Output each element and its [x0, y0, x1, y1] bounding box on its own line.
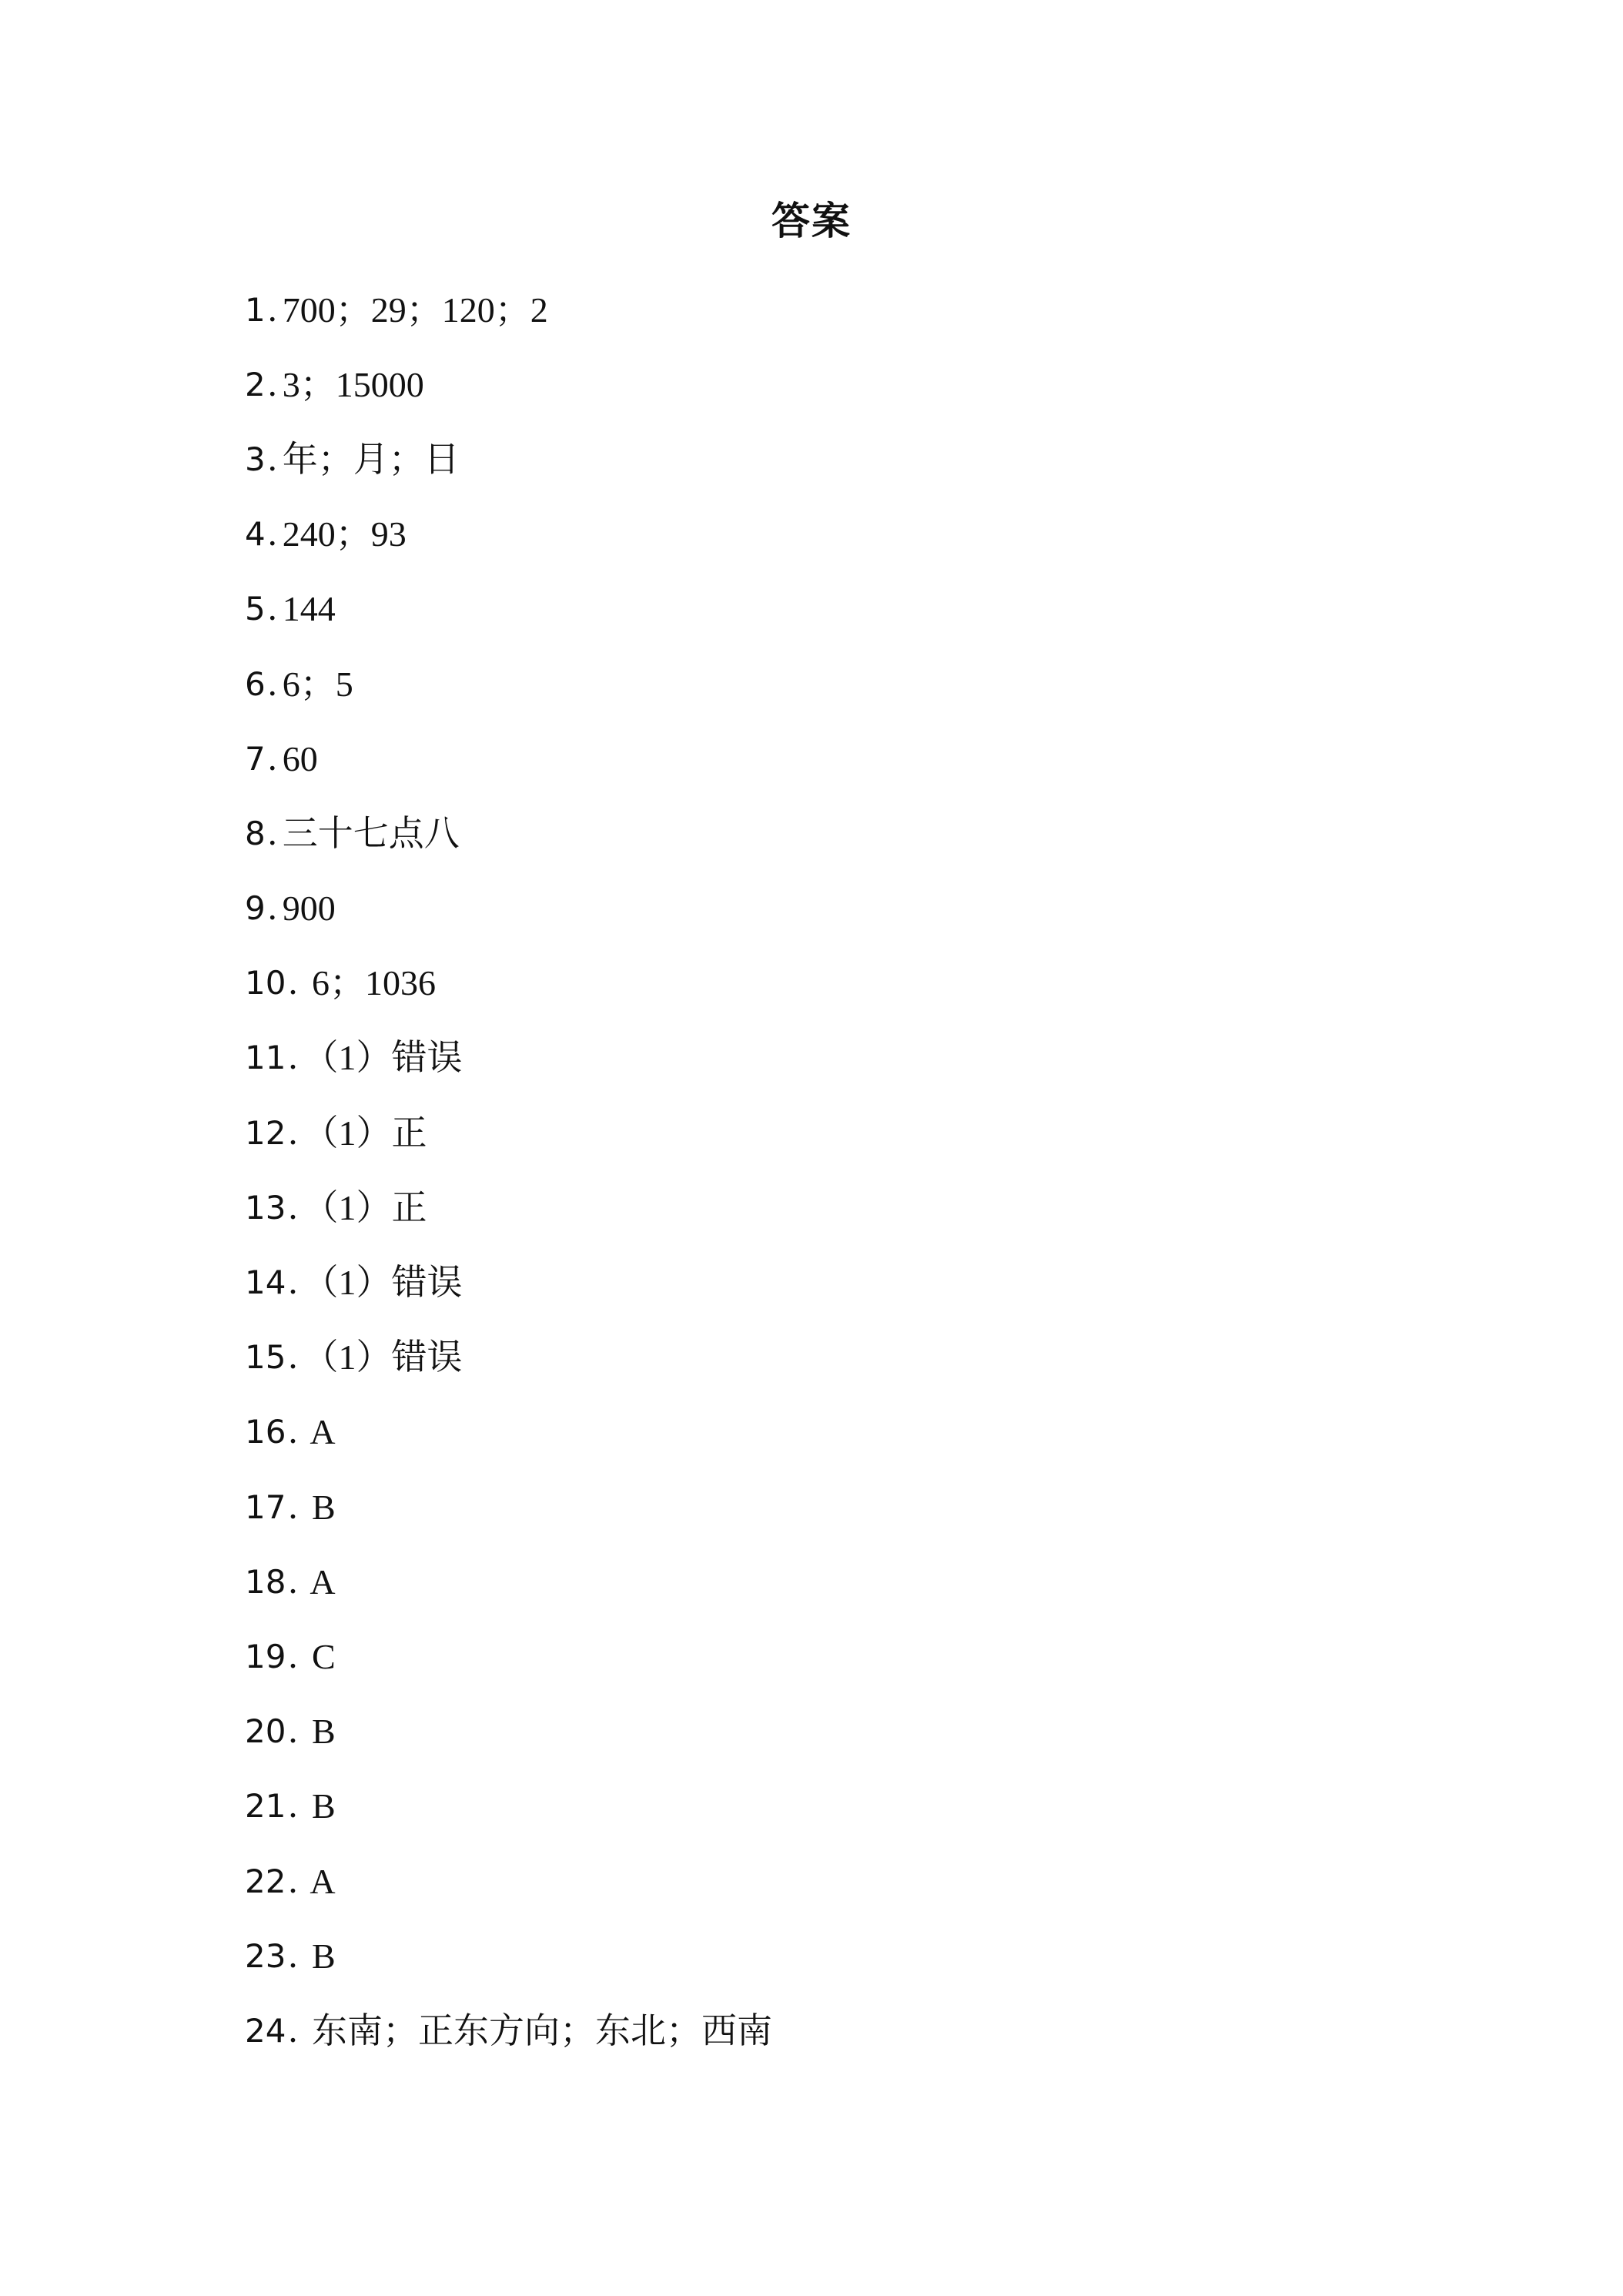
answer-number: 24 — [245, 2011, 286, 2050]
answer-separator: . — [287, 1861, 299, 1901]
answer-separator: . — [266, 364, 278, 404]
answer-number: 22 — [245, 1862, 286, 1900]
answer-separator: . — [287, 1712, 299, 1752]
answer-number: 10 — [245, 964, 286, 1002]
answer-number: 14 — [245, 1263, 286, 1302]
answer-separator: . — [287, 1337, 299, 1377]
answer-item — [245, 1470, 1477, 1545]
answer-text: C — [303, 1636, 336, 1676]
answer-text: 东南；正东方向；东北；西南 — [303, 2010, 772, 2050]
answer-number: 21 — [245, 1787, 286, 1826]
answer-separator: . — [287, 1561, 299, 1602]
answer-text: 三十七点八 — [282, 813, 460, 853]
answer-text: 6；1036 — [303, 963, 436, 1003]
answer-item — [245, 347, 1477, 422]
answer-text: 240；93 — [282, 514, 407, 554]
answer-separator: . — [287, 1038, 299, 1078]
answer-item — [245, 721, 1477, 796]
answer-number: 16 — [245, 1413, 286, 1451]
answer-item — [245, 1545, 1477, 1619]
answer-separator: . — [266, 813, 278, 853]
answer-text: 144 — [282, 589, 336, 629]
answer-item — [245, 872, 1477, 946]
answer-separator: . — [287, 1263, 299, 1303]
answer-text: 700；29；120；2 — [282, 290, 548, 330]
answer-item — [245, 1021, 1477, 1096]
answer-text: （1）错误 — [303, 1263, 463, 1303]
answer-separator: . — [287, 1113, 299, 1153]
answer-text: B — [303, 1936, 336, 1976]
answer-separator: . — [266, 664, 278, 704]
answer-separator: . — [287, 1786, 299, 1826]
answer-separator: . — [287, 1487, 299, 1527]
answer-number: 2 — [245, 365, 266, 403]
answer-separator: . — [266, 889, 278, 929]
answer-item — [245, 946, 1477, 1021]
answer-text: B — [303, 1712, 336, 1752]
answer-text: 900 — [282, 889, 336, 929]
answer-item — [245, 647, 1477, 721]
answer-number: 4 — [245, 515, 266, 554]
answer-item — [245, 422, 1477, 497]
answer-text: B — [303, 1487, 336, 1527]
answer-number: 19 — [245, 1637, 286, 1675]
answer-separator: . — [287, 1412, 299, 1452]
answer-separator: . — [287, 1187, 299, 1227]
answer-text: （1）正 — [303, 1113, 427, 1153]
answer-separator: . — [266, 290, 278, 330]
answer-number: 11 — [245, 1039, 286, 1077]
answer-separator: . — [287, 2010, 299, 2050]
answer-number: 12 — [245, 1113, 286, 1152]
answer-text: A — [303, 1561, 336, 1602]
answer-text: （1）错误 — [303, 1038, 463, 1078]
answer-item — [245, 1245, 1477, 1320]
answer-separator: . — [266, 589, 278, 629]
answer-text: A — [303, 1412, 336, 1452]
answer-separator: . — [287, 1936, 299, 1976]
answer-item — [245, 796, 1477, 871]
answer-number: 15 — [245, 1338, 286, 1377]
answer-text: （1）错误 — [303, 1337, 463, 1377]
answer-text: 60 — [282, 738, 318, 778]
answer-item — [245, 1619, 1477, 1694]
answer-number: 8 — [245, 814, 266, 852]
answer-number: 3 — [245, 440, 266, 478]
answer-item — [245, 1769, 1477, 1844]
answer-number: 7 — [245, 739, 266, 778]
answer-item — [245, 1919, 1477, 1993]
answer-item — [245, 1096, 1477, 1170]
page-title: 答案 — [771, 199, 852, 243]
answer-item — [245, 497, 1477, 572]
answer-number: 18 — [245, 1562, 286, 1601]
answer-separator: . — [266, 738, 278, 778]
answer-item — [245, 1844, 1477, 1919]
answer-separator: . — [287, 963, 299, 1003]
answer-item — [245, 273, 1477, 347]
answer-item — [245, 1395, 1477, 1470]
answer-number: 23 — [245, 1936, 286, 1975]
answer-number: 5 — [245, 590, 266, 628]
answer-text: B — [303, 1786, 336, 1826]
answer-item — [245, 1320, 1477, 1395]
answer-number: 20 — [245, 1712, 286, 1751]
answer-list — [245, 273, 1477, 2069]
answer-text: 3；15000 — [282, 364, 424, 404]
answer-item — [245, 572, 1477, 647]
answer-number: 9 — [245, 889, 266, 928]
answer-text: A — [303, 1861, 336, 1901]
answer-text: （1）正 — [303, 1187, 427, 1227]
answer-text: 年；月；日 — [282, 439, 460, 479]
answer-item — [245, 1170, 1477, 1245]
answer-number: 1 — [245, 290, 266, 329]
answer-text: 6；5 — [282, 664, 353, 704]
answer-separator: . — [266, 514, 278, 554]
answer-separator: . — [266, 439, 278, 479]
answer-number: 6 — [245, 664, 266, 703]
answer-number: 13 — [245, 1188, 286, 1227]
answer-number: 17 — [245, 1488, 286, 1526]
answer-item — [245, 1993, 1477, 2068]
answer-separator: . — [287, 1636, 299, 1676]
answer-item — [245, 1695, 1477, 1769]
